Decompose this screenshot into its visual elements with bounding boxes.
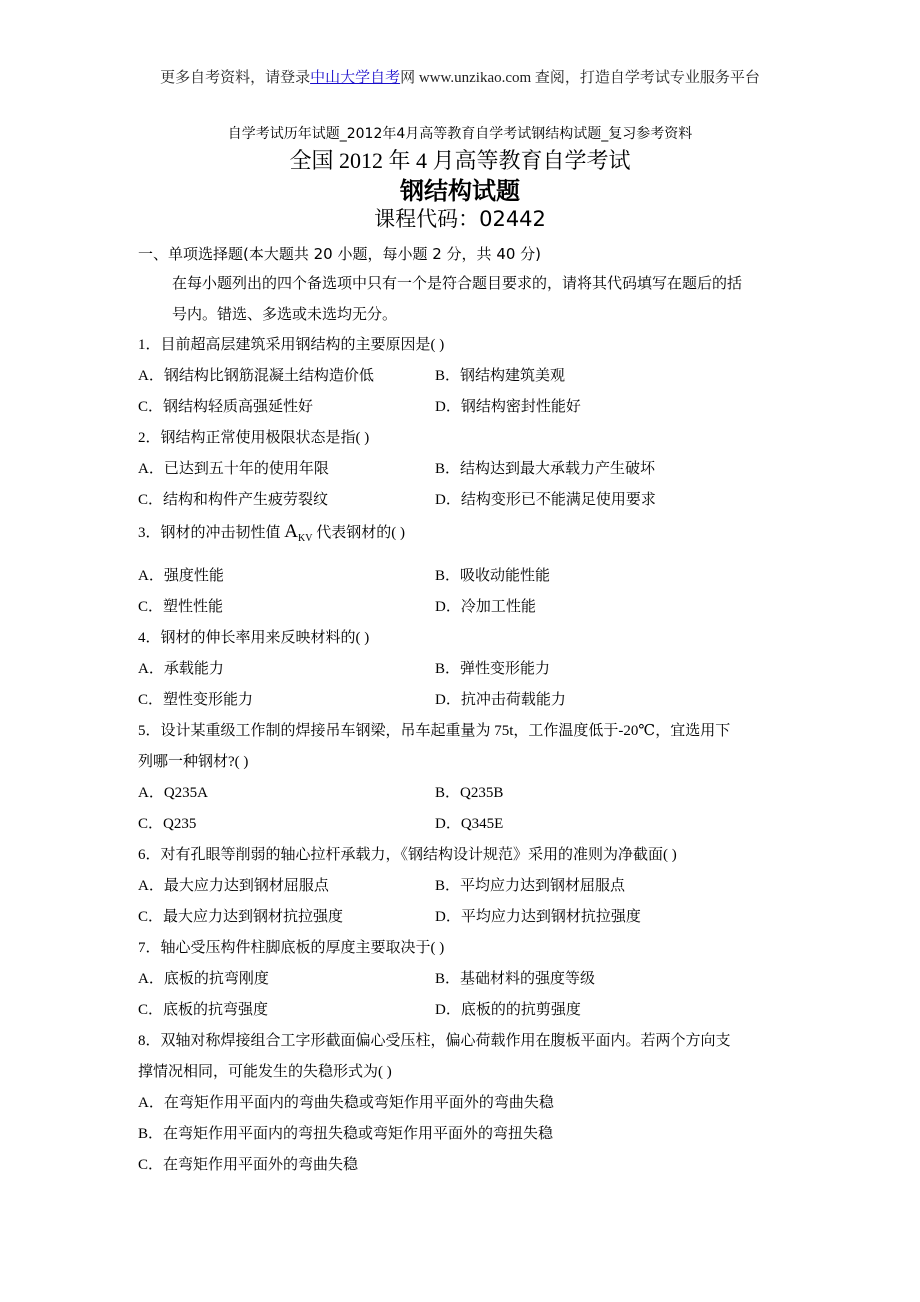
exam-title: 全国 2012 年 4 月高等教育自学考试	[289, 148, 631, 173]
option: D．钢结构密封性能好	[435, 399, 581, 415]
option-row	[138, 561, 788, 592]
question	[138, 1026, 788, 1181]
section-instruction	[172, 268, 784, 330]
question-stem: 2．钢结构正常使用极限状态是指( )	[138, 430, 370, 446]
course-code: 课程代码：02442	[374, 207, 546, 231]
option: A．钢结构比钢筋混凝土结构造价低	[138, 368, 374, 384]
option: C．底板的抗弯强度	[138, 1002, 269, 1018]
option: A．已达到五十年的使用年限	[138, 461, 329, 477]
question-stem: 4．钢材的伸长率用来反映材料的( )	[138, 630, 370, 646]
question-stem: 7．轴心受压构件柱脚底板的厚度主要取决于( )	[138, 940, 445, 956]
option-row	[138, 361, 788, 392]
option-row	[138, 392, 788, 423]
option-row	[138, 778, 788, 809]
option-row	[138, 685, 788, 716]
question-stem	[138, 516, 788, 561]
subject-title: 钢结构试题	[400, 177, 520, 205]
option-row	[138, 592, 788, 623]
stem-text: 3．钢材的冲击韧性值	[138, 525, 285, 541]
option: A．底板的抗弯刚度	[138, 971, 269, 987]
option-row	[138, 809, 788, 840]
stem-symbol: A	[284, 521, 298, 542]
option-row	[138, 964, 788, 995]
option: B．基础材料的强度等级	[435, 971, 596, 987]
stem-text: 代表钢材的( )	[312, 525, 405, 541]
question	[138, 840, 788, 933]
question-stem: 1．目前超高层建筑采用钢结构的主要原因是( )	[138, 337, 445, 353]
instruction-line: 在每小题列出的四个备选项中只有一个是符合题目要求的，请将其代码填写在题后的括	[172, 274, 743, 292]
stem-subscript: KV	[298, 533, 313, 544]
option: C．钢结构轻质高强延性好	[138, 399, 314, 415]
option: C．结构和构件产生疲劳裂纹	[138, 492, 329, 508]
section-title: 一、单项选择题(本大题共 20 小题，每小题 2 分，共 40 分)	[138, 245, 542, 263]
instruction-line: 号内。错选、多选或未选均无分。	[172, 305, 398, 323]
option-row	[138, 995, 788, 1026]
option: C．Q235	[138, 816, 197, 832]
option: B．吸收动能性能	[435, 568, 551, 584]
document-subtitle: 自学考试历年试题_2012年4月高等教育自学考试钢结构试题_复习参考资料	[227, 126, 693, 142]
option: B．弹性变形能力	[435, 661, 551, 677]
option-row	[138, 871, 788, 902]
question	[138, 623, 788, 716]
question-stem: 5．设计某重级工作制的焊接吊车钢梁，吊车起重量为 75t，工作温度低于-20℃，宜选用下	[138, 723, 731, 739]
option: B．结构达到最大承载力产生破坏	[435, 461, 656, 477]
question	[138, 716, 788, 840]
option: C．塑性性能	[138, 599, 224, 615]
option: C．在弯矩作用平面外的弯曲失稳	[138, 1157, 359, 1173]
option: B．Q235B	[435, 785, 504, 801]
option: B．平均应力达到钢材屈服点	[435, 878, 626, 894]
option: D．Q345E	[435, 816, 504, 832]
question-stem: 8．双轴对称焊接组合工字形截面偏心受压柱，偏心荷载作用在腹板平面内。若两个方向支	[138, 1033, 731, 1049]
option-row	[138, 485, 788, 516]
banner-text-before: 更多自考资料，请登录	[160, 70, 311, 86]
option: A．最大应力达到钢材屈服点	[138, 878, 329, 894]
option: D．抗冲击荷载能力	[435, 692, 566, 708]
banner-link[interactable]: 中山大学自考	[310, 70, 401, 86]
question-stem: 撑情况相同，可能发生的失稳形式为( )	[138, 1064, 392, 1080]
question	[138, 330, 788, 423]
option: A．承载能力	[138, 661, 224, 677]
option: A．在弯矩作用平面内的弯曲失稳或弯矩作用平面外的弯曲失稳	[138, 1095, 554, 1111]
question-stem: 列哪一种钢材?( )	[138, 754, 249, 770]
question-stem: 6．对有孔眼等削弱的轴心拉杆承载力，《钢结构设计规范》采用的准则为净截面( )	[138, 847, 677, 863]
question-list	[138, 330, 788, 1181]
question	[138, 516, 788, 623]
option: D．底板的的抗剪强度	[435, 1002, 581, 1018]
option-row	[138, 902, 788, 933]
option: A．Q235A	[138, 785, 208, 801]
option: B．钢结构建筑美观	[435, 368, 566, 384]
option: A．强度性能	[138, 568, 224, 584]
option-row	[138, 654, 788, 685]
option: D．结构变形已不能满足使用要求	[435, 492, 656, 508]
site-banner	[0, 66, 920, 87]
question	[138, 933, 788, 1026]
option: D．冷加工性能	[435, 599, 536, 615]
option: D．平均应力达到钢材抗拉强度	[435, 909, 641, 925]
banner-text-after: 网 www.unzikao.com 查阅，打造自学考试专业服务平台	[400, 70, 760, 86]
option: C．塑性变形能力	[138, 692, 254, 708]
option: B．在弯矩作用平面内的弯扭失稳或弯矩作用平面外的弯扭失稳	[138, 1126, 554, 1142]
question	[138, 423, 788, 516]
option: C．最大应力达到钢材抗拉强度	[138, 909, 344, 925]
option-row	[138, 454, 788, 485]
